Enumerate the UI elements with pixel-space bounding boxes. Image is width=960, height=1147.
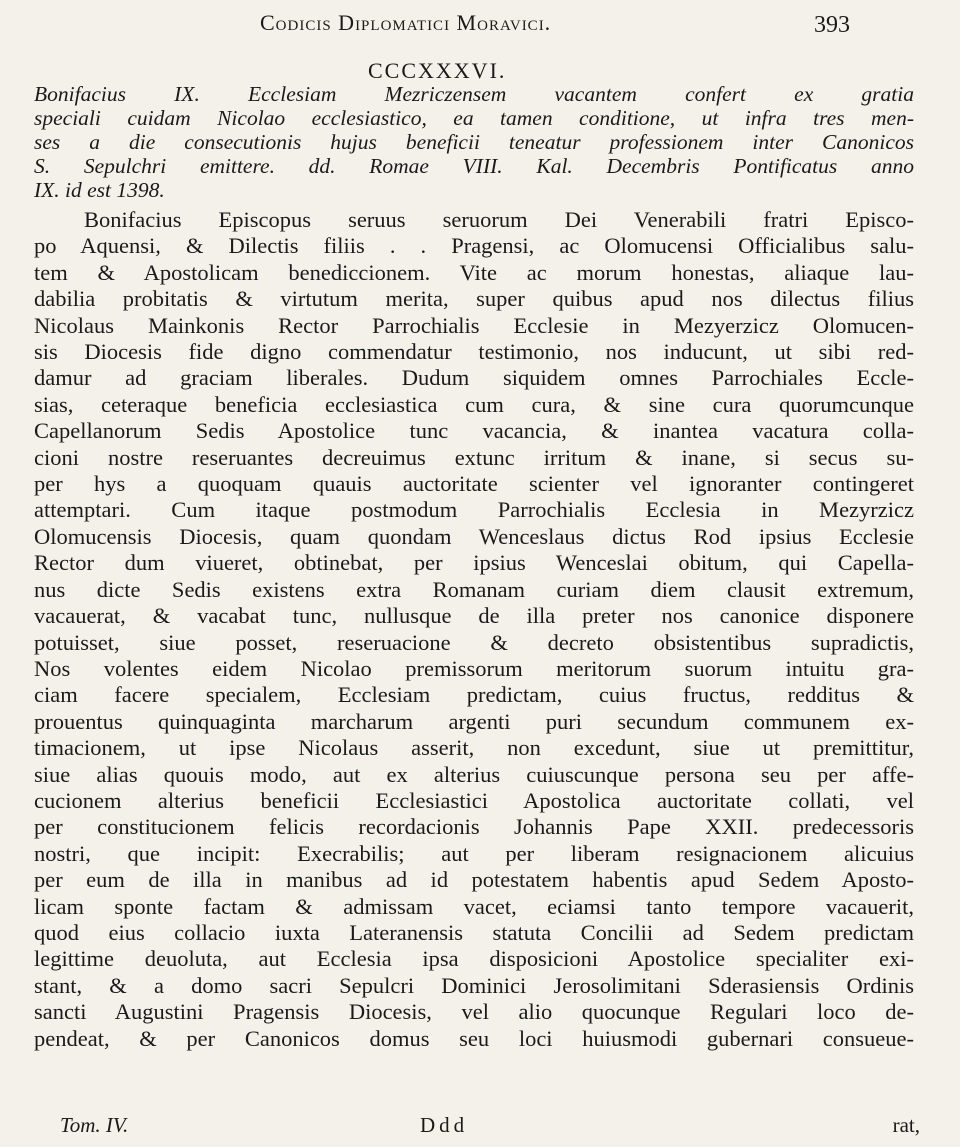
text-line: vacauerat, & vacabat tunc, nullusque de illa preter nos canonice disponere <box>34 603 914 629</box>
text-line: prouentus quinquaginta marcharum argenti puri secundum communem ex- <box>34 708 914 734</box>
text-line: Nos volentes eidem Nicolao premissorum meritorum suorum intuitu gra- <box>34 655 914 681</box>
catchword: rat, <box>892 1113 920 1137</box>
summary-line: Bonifacius IX. Ecclesiam Mezriczensem vacantem confert ex gratia <box>34 82 914 106</box>
text-line: cioni nostre reseruantes decreuimus extunc irritum & inane, si secus su- <box>34 444 914 470</box>
text-line: timacionem, ut ipse Nicolaus asserit, non excedunt, siue ut premittitur, <box>34 735 914 761</box>
summary-line: ses a die consecutionis hujus beneficii teneatur professionem inter Canonicos <box>34 130 914 154</box>
text-line: per hys a quoquam quauis auctoritate scienter vel ignoranter contingeret <box>34 471 914 497</box>
printer-signature: Ddd <box>420 1113 469 1137</box>
text-line: sias, ceteraque beneficia ecclesiastica cum cura, & sine cura quorumcunque <box>34 391 914 417</box>
text-line: dabilia probitatis & virtutum merita, super quibus apud nos dilectus filius <box>34 286 914 312</box>
text-line: ciam facere specialem, Ecclesiam predictam, cuius fructus, redditus & <box>34 682 914 708</box>
text-line: per constitucionem felicis recordacionis Johannis Pape XXII. predecessoris <box>34 814 914 840</box>
text-line: pendeat, & per Canonicos domus seu loci huiusmodi gubernari consueue- <box>34 1025 914 1051</box>
text-line: siue alias quouis modo, aut ex alterius cuiuscunque persona seu per affe- <box>34 761 914 787</box>
text-line: damur ad graciam liberales. Dudum siquidem omnes Parrochiales Eccle- <box>34 365 914 391</box>
text-line: Nicolaus Mainkonis Rector Parrochialis Ecclesie in Mezyerzicz Olomucen- <box>34 312 914 338</box>
text-line: nus dicte Sedis existens extra Romanam curiam diem clausit extremum, <box>34 576 914 602</box>
text-line: nostri, que incipit: Execrabilis; aut per liberam resignacionem alicuius <box>34 840 914 866</box>
text-line: Bonifacius Episcopus seruus seruorum Dei Venerabili fratri Episco- <box>84 207 914 232</box>
text-line: Rector dum viueret, obtinebat, per ipsius Wenceslai obitum, qui Capella- <box>34 550 914 576</box>
text-line: quod eius collacio iuxta Lateranensis statuta Concilii ad Sedem predictam <box>34 919 914 945</box>
text-line: tem & Apostolicam benediccionem. Vite ac morum honestas, aliaque lau- <box>34 259 914 285</box>
page-number: 393 <box>814 12 850 38</box>
text-line: potuisset, siue posset, reseruacione & decreto obsistentibus supradictis, <box>34 629 914 655</box>
text-line: attemptari. Cum itaque postmodum Parrochialis Ecclesia in Mezyrzicz <box>34 497 914 523</box>
volume-signature: Tom. IV. <box>60 1113 129 1137</box>
text-line: sis Diocesis fide digno commendatur testimonio, nos inducunt, ut sibi red- <box>34 339 914 365</box>
text-line: po Aquensi, & Dilectis filiis . . Pragensi, ac Olomucensi Officialibus salu- <box>34 233 914 259</box>
document-number: CCCXXXVI. <box>368 58 507 83</box>
text-line: legittime deuoluta, aut Ecclesia ipsa disposicioni Apostolice specialiter exi- <box>34 946 914 972</box>
summary-line: S. Sepulchri emittere. dd. Romae VIII. Kal. Decembris Pontificatus anno <box>34 154 914 178</box>
text-line: licam sponte factam & admissam vacet, eciamsi tanto tempore vacauerit, <box>34 893 914 919</box>
text-line: per eum de illa in manibus ad id potestatem habentis apud Sedem Aposto- <box>34 867 914 893</box>
text-line: Capellanorum Sedis Apostolice tunc vacancia, & inantea vacatura colla- <box>34 418 914 444</box>
document-summary <box>34 82 914 202</box>
text-line: Olomucensis Diocesis, quam quondam Wenceslaus dictus Rod ipsius Ecclesie <box>34 523 914 549</box>
text-line: cucionem alterius beneficii Ecclesiastici Apostolica auctoritate collati, vel <box>34 787 914 813</box>
text-line: stant, & a domo sacri Sepulcri Dominici Jerosolimitani Sderasiensis Ordinis <box>34 972 914 998</box>
summary-line: IX. id est 1398. <box>34 178 165 202</box>
text-line: sancti Augustini Pragensis Diocesis, vel alio quocunque Regulari loco de- <box>34 999 914 1025</box>
charter-text <box>34 207 914 1052</box>
summary-line: speciali cuidam Nicolao ecclesiastico, ea tamen conditione, ut infra tres men- <box>34 106 914 130</box>
running-head: Codicis Diplomatici Moravici. <box>260 10 552 35</box>
